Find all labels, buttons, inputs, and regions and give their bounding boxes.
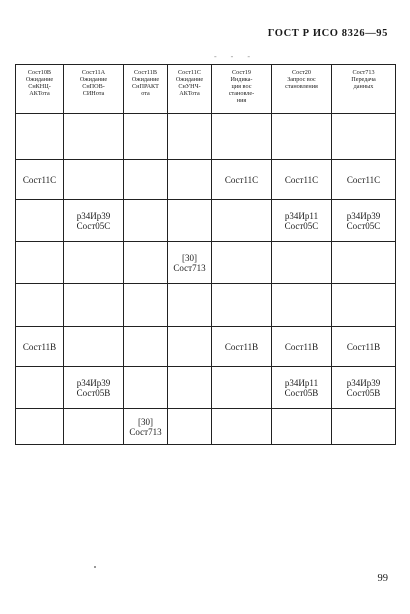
column-header-line: АКТота: [179, 90, 200, 97]
column-header-line: Сост11А: [81, 69, 106, 76]
table-cell: [332, 200, 396, 242]
column-header: [332, 65, 396, 114]
table-cell: [212, 409, 272, 445]
table-cell: [272, 367, 332, 409]
table-cell: [272, 409, 332, 445]
table-cell: [168, 284, 212, 327]
table-cell: [124, 284, 168, 327]
column-header-line: СнКНЦ-: [28, 83, 51, 90]
table-row: [16, 409, 396, 445]
column-header-line: СнПРАКТ: [132, 83, 159, 90]
table-cell: [16, 114, 64, 160]
cell-line: Сост05С: [346, 220, 381, 231]
column-header-line: Сост11В: [134, 69, 157, 76]
column-header-line: Сост20: [291, 69, 311, 76]
column-header-line: данных: [353, 83, 374, 90]
cell-line: Сост05С: [76, 220, 111, 231]
table-cell: [168, 242, 212, 284]
table-row: [16, 114, 396, 160]
table-cell: [16, 327, 64, 367]
print-speck: [94, 566, 96, 568]
cell-line: Сост11В: [284, 341, 319, 352]
cell-line: Сост713: [129, 426, 162, 437]
table-cell: [212, 160, 272, 200]
column-header-line: Сост11С: [178, 69, 201, 76]
cell-line: [30]: [138, 416, 153, 427]
cell-line: Сост05В: [284, 387, 319, 398]
table-cell: [332, 160, 396, 200]
cell-line: Сост11В: [22, 341, 57, 352]
table-cell: [124, 409, 168, 445]
table-cell: [16, 284, 64, 327]
column-header: [168, 65, 212, 114]
table-cell: [212, 114, 272, 160]
table-cell: [16, 242, 64, 284]
table-cell: [168, 114, 212, 160]
cell-line: р34Ир39: [76, 377, 111, 388]
table-cell: [64, 367, 124, 409]
state-table: [15, 64, 396, 445]
page-number: 99: [377, 573, 388, 584]
column-header: [212, 65, 272, 114]
column-header-line: СнПОВ-: [82, 83, 105, 90]
column-header-line: СнУНЧ-: [178, 83, 201, 90]
table-cell: [212, 200, 272, 242]
table-cell: [212, 327, 272, 367]
cell-line: Сост11В: [346, 341, 381, 352]
table-cell: [332, 327, 396, 367]
table-row: [16, 327, 396, 367]
table-cell: [64, 242, 124, 284]
column-header-line: становле-: [228, 90, 255, 97]
table-cell: [16, 367, 64, 409]
column-header-line: Ожидание: [25, 76, 54, 83]
table-cell: [64, 327, 124, 367]
table-cell: [64, 114, 124, 160]
table-cell: [212, 284, 272, 327]
cell-line: р34Ир39: [346, 377, 381, 388]
cell-line: Сост05В: [346, 387, 381, 398]
cell-line: р34Ир39: [76, 210, 111, 221]
table-cell: [272, 160, 332, 200]
table-cell: [332, 367, 396, 409]
table-cell: [16, 409, 64, 445]
table-cell: [272, 242, 332, 284]
table-cell: [64, 200, 124, 242]
column-header-line: Ожидание: [131, 76, 160, 83]
cell-line: Сост11С: [346, 174, 381, 185]
cell-line: р34Ир39: [346, 210, 381, 221]
table-cell: [332, 114, 396, 160]
table-cell: [332, 284, 396, 327]
column-header: [16, 65, 64, 114]
table-cell: [64, 284, 124, 327]
cell-line: Сост11С: [284, 174, 319, 185]
cell-line: Сост05С: [284, 220, 319, 231]
table-body: [16, 114, 396, 445]
column-header-line: становления: [285, 83, 318, 90]
standard-header: ГОСТ Р ИСО 8326—95: [267, 28, 388, 39]
table-cell: [124, 200, 168, 242]
column-header-line: ния: [236, 97, 247, 104]
column-header-line: ция вос: [231, 83, 252, 90]
table-cell: [124, 242, 168, 284]
table-row: [16, 200, 396, 242]
table-cell: [272, 114, 332, 160]
column-header-line: Ожидание: [79, 76, 108, 83]
cell-line: [30]: [182, 252, 197, 263]
cell-line: Сост11С: [224, 174, 259, 185]
table-cell: [124, 327, 168, 367]
table-cell: [212, 367, 272, 409]
table-cell: [212, 242, 272, 284]
column-header-line: Сост19: [231, 69, 251, 76]
table-cell: [332, 409, 396, 445]
cell-line: р34Ир11: [284, 210, 319, 221]
table-row: [16, 242, 396, 284]
dash-marks: - - -: [214, 52, 256, 61]
table-cell: [124, 160, 168, 200]
cell-line: Сост05В: [76, 387, 111, 398]
column-header-line: Индика-: [230, 76, 253, 83]
table-row: [16, 284, 396, 327]
table-cell: [272, 327, 332, 367]
column-header-line: Запрос вос: [287, 76, 316, 83]
table-cell: [168, 367, 212, 409]
column-header: [64, 65, 124, 114]
column-header-line: ота: [141, 90, 150, 97]
column-header-line: СИНота: [82, 90, 105, 97]
cell-line: Сост11В: [224, 341, 259, 352]
column-header: [272, 65, 332, 114]
table-cell: [332, 242, 396, 284]
table-cell: [16, 200, 64, 242]
column-header-line: Сост10В: [27, 69, 52, 76]
table-cell: [124, 367, 168, 409]
table-cell: [16, 160, 64, 200]
column-header-line: Сост713: [352, 69, 375, 76]
column-header-line: Ожидание: [175, 76, 204, 83]
table-row: [16, 367, 396, 409]
table-cell: [168, 327, 212, 367]
table-cell: [64, 160, 124, 200]
column-header: [124, 65, 168, 114]
table-row: [16, 160, 396, 200]
table-header-row: [16, 65, 396, 114]
cell-line: р34Ир11: [284, 377, 319, 388]
column-header-line: Передача: [351, 76, 376, 83]
cell-line: Сост713: [173, 262, 206, 273]
column-header-line: АКТота: [29, 90, 50, 97]
cell-line: Сост11С: [22, 174, 57, 185]
table-cell: [272, 200, 332, 242]
table-cell: [272, 284, 332, 327]
table-cell: [64, 409, 124, 445]
table-cell: [124, 114, 168, 160]
table-cell: [168, 200, 212, 242]
table-cell: [168, 409, 212, 445]
table-cell: [168, 160, 212, 200]
